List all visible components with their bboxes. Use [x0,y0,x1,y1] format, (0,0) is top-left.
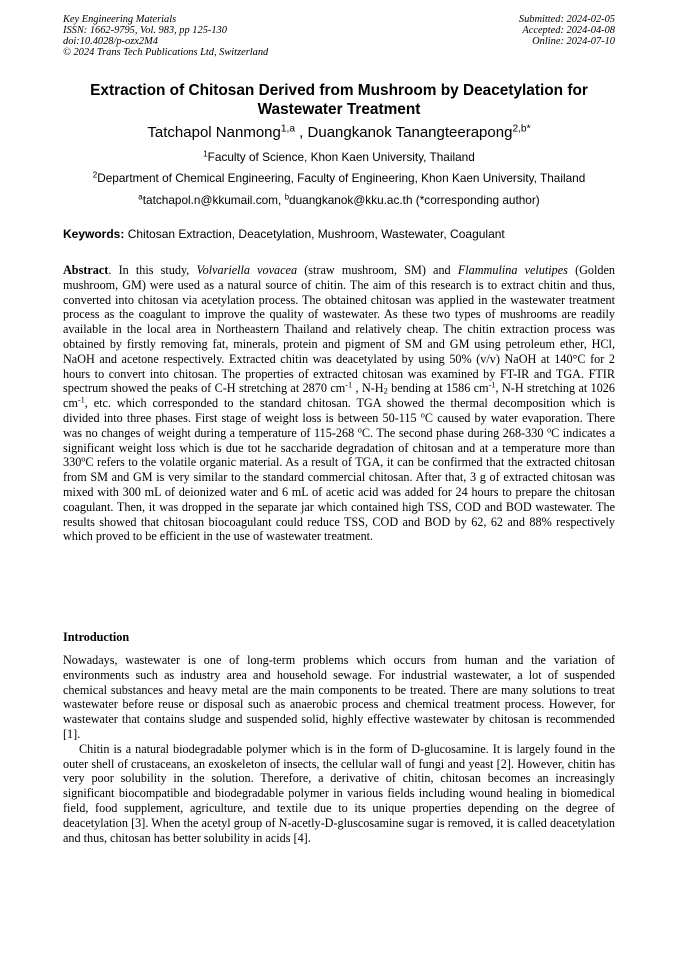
abstract-text: , etc. which corresponded to the standard chitosan. TGA showed the thermal decomposition which is divided into three phases. First stage of weight loss is between 50-115 [63,396,615,425]
introduction-body [63,653,615,845]
paper-title: Extraction of Chitosan Derived from Mushroom by Deacetylation for Wastewater Treatment [90,82,588,118]
superscript: o [546,425,552,435]
species-name: Flammulina velutipes [457,263,568,277]
author-1-name: Tatchapol Nanmong [147,124,281,141]
affiliation-1-marker: 1 [203,149,208,159]
abstract-text: bending at 1586 cm [387,381,489,396]
superscript: -1 [345,380,353,390]
abstract-text: C. The second phase during 268-330 [361,425,547,440]
abstract-text: C refers to the volatile organic material. As a result of TGA, it can be confirmed that the extracted chitosan from SM and GM is very similar to the standard commercial chitosan. After that, 3 g of extracted chitosan was mixed with 300 mL of deionized water and 6 mL of acetic acid was added for 24 hours to prepare the chitosan coagulant. Then, it was dropped in the separate jar which contained high TSS, COD and BOD wastewater. The results showed that chitosan biocoagulant could reduce TSS, COD and BOD by 62, 62 and 88% respectively which proved to be efficient in the use of wastewater treatment. [63,455,615,544]
abstract [63,263,615,544]
abstract-text: , N-H [352,381,384,396]
species-name: Volvariella vovacea [196,263,298,277]
superscript: -1 [77,395,85,405]
keywords-label: Keywords: [63,227,125,241]
submitted-date: Submitted: 2024-02-05 [518,14,615,25]
accepted-date: Accepted: 2024-04-08 [522,24,615,36]
affiliation-2-marker: 2 [92,170,98,180]
doi[interactable]: doi:10.4028/p-ozx2M4 [63,35,158,47]
keywords [63,227,623,241]
copyright: © 2024 Trans Tech Publications Ltd, Switzerland [63,46,269,58]
affiliation-1-text: Faculty of Science, Khon Kaen University, Thailand [207,150,475,164]
abstract-text: (straw mushroom, SM) and [297,263,458,277]
abstract-text: C indicates a significant weight loss which is due tot he saccharide degradation of chitosan and at a temperature more than 330 [63,425,615,470]
email-a-marker: a [138,192,143,202]
abstract-label: Abstract [63,263,109,277]
abstract-text: , N-H stretching at 1026 cm [63,381,615,411]
abstract-text: (Golden mushroom, GM) were used as a natural source of chitin. The aim of this research is to extract chitin and thus, converted into chitosan via acetylation process. The obtained chitosan was applied in the wastewater treatment process as the coagulant to improve the quality of wastewater. As these two types of mushrooms are readily available in the local area in Northeastern Thailand and relatively cheap. The chitin extraction process was obtained by firstly removing fat, minerals, protein and pigment of SM and GM using petroleum ether, HCl, NaOH and acetone respectively. Extracted chitin was deacetylated by using 50% (v/v) NaOH at 140°C for 2 hours to convert into chitosan. The properties of extracted chitosan was examined by FT-IR and TGA. FTIR spectrum showed the peaks of C-H stretching at 2870 cm [63,263,616,396]
superscript: o [81,454,86,464]
keywords-text: Chitosan Extraction, Deacetylation, Mushroom, Wastewater, Coagulant [124,227,505,241]
superscript: -1 [488,380,496,390]
abstract-text: . In this study, [108,263,197,277]
email-line [40,193,638,207]
issn-volume: ISSN: 1662-9795, Vol. 983, pp 125-130 [63,24,227,36]
author-list [40,124,638,142]
introduction-paragraph-1: Nowadays, wastewater is one of long-term problems which occurs from human and the variation of environments such as industry area and household sewage. For industrial wastewater, a lot of suspended chemical substances and heavy metal are the main components to be treated. There are many solutions to treat wastewater before reuse or disposal such as anaerobic process and chemical treatment process. However, for wastewater that contains sludge and suspended solid, highly effective wastewater by chitosan is recommended [1]. [63,653,615,741]
subscript: 2 [383,387,388,397]
abstract-text: C caused by water evaporation. There was no changes of weight during a temperature of 115-268 [63,410,615,440]
affiliation-2 [40,171,638,185]
introduction-paragraph-2: Chitin is a natural biodegradable polymer which is in the form of D-glucosamine. It is largely found in the outer shell of crustaceans, an exoskeleton of insects, the cellular wall of fungi and yeast [2]. However, chitin has very poor solubility in the solution. Therefore, a derivative of chitin, chitosan becomes an increasingly significant biocompatible and biodegradable polymer in various fields including wound healing in biomedical field, food supplement, agriculture, and textile due to its unique properties depending on the degree of deacetylation [3]. When the acetyl group of N-acetly-D-gluscosamine sugar is removed, it is called deacetylation and thus, chitosan has better solubility in acids [4]. [63,741,615,845]
author-separator: , [295,124,308,141]
introduction-heading: Introduction [63,630,130,644]
journal-name: Key Engineering Materials [63,14,177,25]
online-date: Online: 2024-07-10 [532,35,615,47]
affiliation-2-text: Department of Chemical Engineering, Faculty of Engineering, Khon Kaen University, Thailand [97,171,586,185]
email-b[interactable]: duangkanok@kku.ac.th (*corresponding author) [289,193,540,207]
publication-dates [519,15,615,48]
author-1-marker: 1,a [280,123,296,135]
journal-info [63,15,268,59]
superscript: o [357,425,362,435]
email-b-marker: b [284,192,290,202]
affiliation-1 [40,150,638,164]
author-2-marker: 2,b* [512,123,531,135]
superscript: o [420,410,425,420]
email-a[interactable]: tatchapol.n@kkumail.com, [142,193,285,207]
author-2-name: Duangkanok Tanangteerapong [307,124,513,141]
